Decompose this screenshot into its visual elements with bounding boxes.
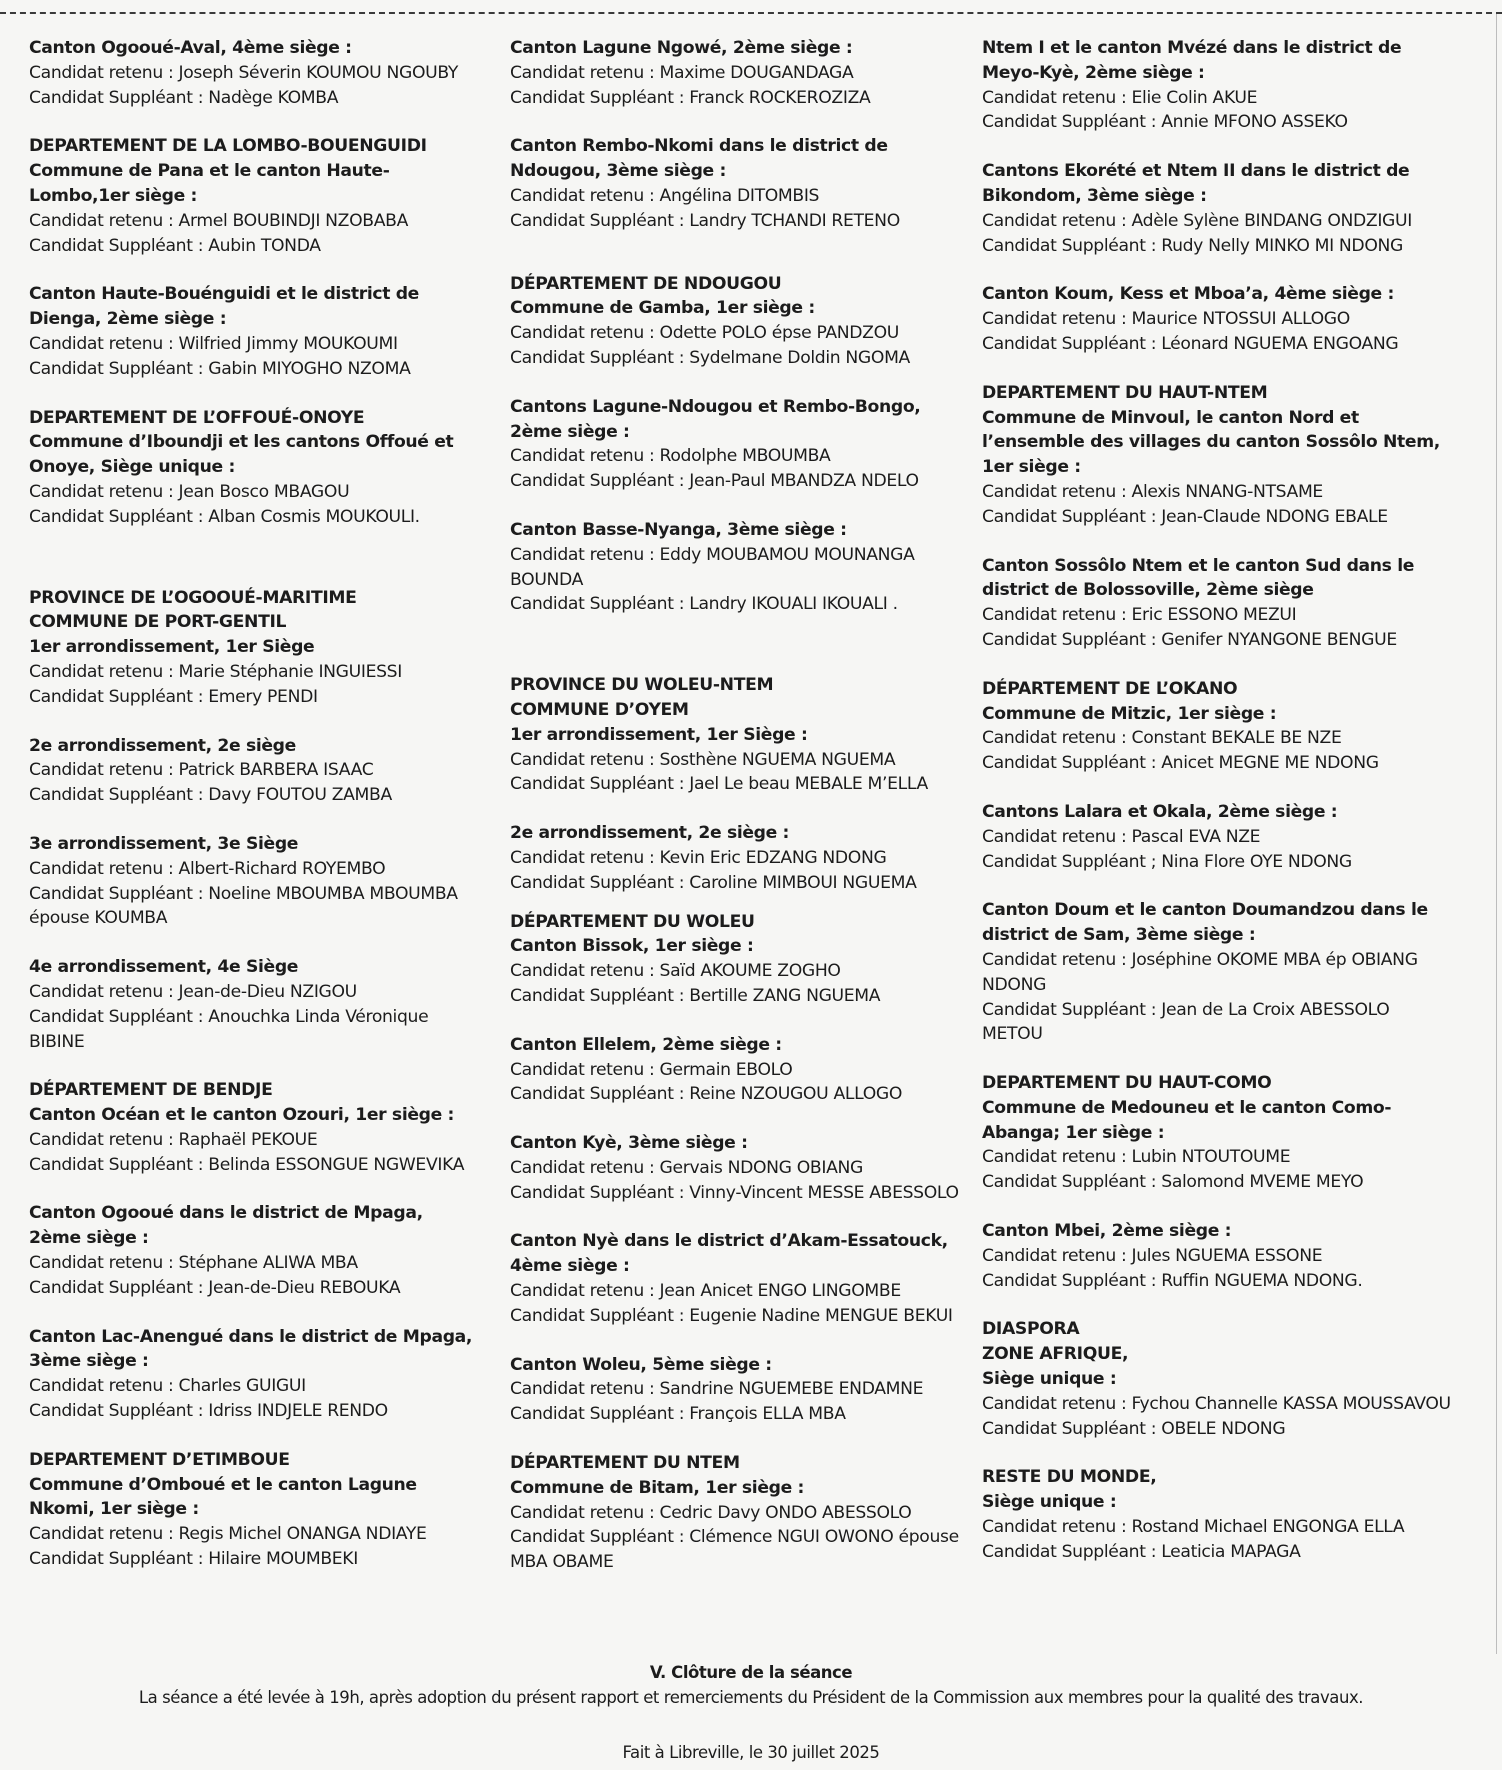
signature-line: Fait à Libreville, le 30 juillet 2025 [622, 1743, 880, 1762]
candidate-retained: Candidat retenu : Maurice NTOSSUI ALLOGO [982, 309, 1350, 330]
entry-heading: Canton Woleu, 5ème siège : [510, 1354, 772, 1375]
seat-entry [982, 1219, 1452, 1293]
entry-heading: Commune d’Omboué et le canton Lagune Nkomi, 1er siège : [29, 1474, 417, 1520]
entry-heading: Canton Koum, Kess et Mboa’a, 4ème siège : [982, 284, 1395, 305]
entry-heading: COMMUNE D’OYEM [510, 699, 689, 720]
entry-heading: DEPARTEMENT DE L’OFFOUÉ-ONOYE [29, 407, 365, 428]
entry-heading: Siège unique : [982, 1492, 1117, 1513]
entry-heading: Canton Océan et le canton Ozouri, 1er siège : [29, 1105, 455, 1126]
seat-entry [29, 1448, 479, 1572]
candidate-substitute: Candidat Suppléant ; Nina Flore OYE NDONG [982, 851, 1352, 872]
seat-entry [29, 282, 479, 381]
candidate-retained: Candidat retenu : Armel BOUBINDJI NZOBABA [29, 210, 408, 231]
seat-entry [510, 1131, 960, 1205]
candidate-retained: Candidat retenu : Patrick BARBERA ISAAC [29, 760, 374, 781]
candidate-substitute: Candidat Suppléant : Vinny-Vincent MESSE ABESSOLO [510, 1182, 959, 1203]
candidate-retained: Candidat retenu : Charles GUIGUI [29, 1376, 306, 1397]
entry-heading: Cantons Lalara et Okala, 2ème siège : [982, 801, 1338, 822]
entry-heading: Commune de Bitam, 1er siège : [510, 1477, 805, 1498]
candidate-substitute: Candidat Suppléant : Alban Cosmis MOUKOULI. [29, 506, 420, 527]
candidate-retained: Candidat retenu : Jean Anicet ENGO LINGOMBE [510, 1281, 901, 1302]
entry-heading: Commune de Minvoul, le canton Nord et l’ensemble des villages du canton Sossôlo Ntem, 1er siège : [982, 407, 1440, 478]
candidate-retained: Candidat retenu : Adèle Sylène BINDANG ONDZIGUI [982, 210, 1412, 231]
seat-entry [982, 800, 1452, 874]
entry-heading: Canton Lac-Anengué dans le district de Mpaga, 3ème siège : [29, 1326, 473, 1372]
candidate-retained: Candidat retenu : Eddy MOUBAMOU MOUNANGA BOUNDA [510, 544, 915, 590]
entry-heading: RESTE DU MONDE, [982, 1467, 1157, 1488]
candidate-retained: Candidat retenu : Albert-Richard ROYEMBO [29, 858, 386, 879]
column-1 [29, 36, 479, 1596]
candidate-retained: Candidat retenu : Cedric Davy ONDO ABESSOLO [510, 1502, 912, 1523]
candidate-retained: Candidat retenu : Jean Bosco MBAGOU [29, 481, 350, 502]
seat-entry [29, 734, 479, 808]
candidate-substitute: Candidat Suppléant : Salomond MVEME MEYO [982, 1172, 1364, 1193]
entry-heading: Canton Ellelem, 2ème siège : [510, 1034, 782, 1055]
candidate-retained: Candidat retenu : Rodolphe MBOUMBA [510, 446, 831, 467]
seat-entry [29, 586, 479, 710]
candidate-substitute: Candidat Suppléant : Landry IKOUALI IKOUALI . [510, 594, 898, 615]
seat-entry [982, 898, 1452, 1047]
right-column-rule [1496, 14, 1497, 1654]
candidate-substitute: Candidat Suppléant : Noeline MBOUMBA MBOUMBA épouse KOUMBA [29, 883, 458, 929]
candidate-substitute: Candidat Suppléant : Aubin TONDA [29, 235, 321, 256]
seat-entry [29, 832, 479, 931]
seat-entry [982, 1317, 1452, 1441]
seat-entry [982, 554, 1452, 653]
candidate-retained: Candidat retenu : Gervais NDONG OBIANG [510, 1157, 863, 1178]
entry-heading: Siège unique : [982, 1369, 1117, 1390]
seat-entry [510, 910, 960, 1009]
candidate-substitute: Candidat Suppléant : Reine NZOUGOU ALLOGO [510, 1084, 903, 1105]
entry-heading: Canton Rembo-Nkomi dans le district de Ndougou, 3ème siège : [510, 136, 888, 182]
candidate-substitute: Candidat Suppléant : Eugenie Nadine MENGUE BEKUI [510, 1305, 953, 1326]
entry-heading: Commune de Mitzic, 1er siège : [982, 703, 1277, 724]
column-2 [510, 36, 960, 1599]
candidate-substitute: Candidat Suppléant : François ELLA MBA [510, 1404, 846, 1425]
entry-heading: Commune de Medouneu et le canton Como-Abanga; 1er siège : [982, 1097, 1392, 1143]
candidate-substitute: Candidat Suppléant : Landry TCHANDI RETENO [510, 210, 900, 231]
entry-heading: DEPARTEMENT D’ETIMBOUE [29, 1449, 290, 1470]
entry-heading: COMMUNE DE PORT-GENTIL [29, 612, 287, 633]
seat-entry [29, 1078, 479, 1177]
candidate-retained: Candidat retenu : Stéphane ALIWA MBA [29, 1253, 358, 1274]
candidate-substitute: Candidat Suppléant : Davy FOUTOU ZAMBA [29, 785, 392, 806]
seat-entry [29, 36, 479, 110]
closing-paragraph: La séance a été levée à 19h, après adoption du présent rapport et remerciements du Président de la Commission aux membres pour la qualité des travaux. [138, 1688, 1364, 1707]
entry-heading: Canton Basse-Nyanga, 3ème siège : [510, 519, 847, 540]
entry-heading: Canton Doum et le canton Doumandzou dans le district de Sam, 3ème siège : [982, 900, 1428, 946]
entry-heading: Canton Haute-Bouénguidi et le district de Dienga, 2ème siège : [29, 284, 419, 330]
candidate-retained: Candidat retenu : Fychou Channelle KASSA MOUSSAVOU [982, 1393, 1451, 1414]
candidate-substitute: Candidat Suppléant : Jean-de-Dieu REBOUKA [29, 1277, 401, 1298]
candidate-retained: Candidat retenu : Maxime DOUGANDAGA [510, 62, 854, 83]
candidate-retained: Candidat retenu : Lubin NTOUTOUME [982, 1147, 1291, 1168]
candidate-retained: Candidat retenu : Constant BEKALE BE NZE [982, 728, 1342, 749]
seat-entry [29, 406, 479, 530]
candidate-retained: Candidat retenu : Raphaël PEKOUE [29, 1129, 318, 1150]
seat-entry [510, 673, 960, 797]
candidate-retained: Candidat retenu : Angélina DITOMBIS [510, 185, 820, 206]
entry-heading: DIASPORA [982, 1319, 1080, 1340]
candidate-substitute: Candidat Suppléant : Genifer NYANGONE BENGUE [982, 629, 1397, 650]
entry-heading: DÉPARTEMENT DE L’OKANO [982, 678, 1238, 699]
seat-entry [510, 1353, 960, 1427]
candidate-retained: Candidat retenu : Marie Stéphanie INGUIESSI [29, 661, 402, 682]
candidate-substitute: Candidat Suppléant : Nadège KOMBA [29, 87, 339, 108]
entry-heading: DÉPARTEMENT DE NDOUGOU [510, 273, 782, 294]
candidate-substitute: Candidat Suppléant : Rudy Nelly MINKO MI NDONG [982, 235, 1403, 256]
candidate-substitute: Candidat Suppléant : Franck ROCKEROZIZA [510, 87, 871, 108]
seat-entry [510, 1451, 960, 1575]
candidate-substitute: Candidat Suppléant : Sydelmane Doldin NGOMA [510, 347, 910, 368]
column-3 [982, 36, 1452, 1589]
candidate-retained: Candidat retenu : Jean-de-Dieu NZIGOU [29, 981, 357, 1002]
seat-entry [982, 1465, 1452, 1564]
candidate-retained: Candidat retenu : Alexis NNANG-NTSAME [982, 481, 1323, 502]
entry-heading: Commune de Pana et le canton Haute-Lombo,1er siège : [29, 161, 390, 206]
entry-heading: Canton Kyè, 3ème siège : [510, 1133, 748, 1154]
seat-entry [982, 282, 1452, 356]
entry-heading: Cantons Lagune-Ndougou et Rembo-Bongo, 2ème siège : [510, 396, 921, 442]
candidate-substitute: Candidat Suppléant : Jean-Paul MBANDZA NDELO [510, 471, 919, 492]
candidate-substitute: Candidat Suppléant : Léonard NGUEMA ENGOANG [982, 333, 1399, 354]
candidate-substitute: Candidat Suppléant : Emery PENDI [29, 686, 318, 707]
candidate-substitute: Candidat Suppléant : Idriss INDJELE RENDO [29, 1401, 388, 1422]
entry-heading: 2e arrondissement, 2e siège [29, 735, 296, 756]
seat-entry [29, 1201, 479, 1300]
entry-heading: 1er arrondissement, 1er Siège : [510, 724, 808, 745]
entry-heading: Commune de Gamba, 1er siège : [510, 298, 815, 319]
candidate-substitute: Candidat Suppléant : Gabin MIYOGHO NZOMA [29, 358, 411, 379]
entry-heading: DÉPARTEMENT DE BENDJE [29, 1080, 273, 1101]
seat-entry [510, 395, 960, 494]
candidate-substitute: Candidat Suppléant : Jean-Claude NDONG EBALE [982, 506, 1388, 527]
candidate-retained: Candidat retenu : Joseph Séverin KOUMOU NGOUBY [29, 62, 459, 83]
entry-heading: Canton Mbei, 2ème siège : [982, 1221, 1232, 1242]
entry-heading: Canton Ogooué dans le district de Mpaga, 2ème siège : [29, 1203, 423, 1249]
entry-heading: DEPARTEMENT DE LA LOMBO-BOUENGUIDI [29, 136, 427, 157]
candidate-retained: Candidat retenu : Elie Colin AKUE [982, 87, 1258, 108]
entry-heading: DÉPARTEMENT DU WOLEU [510, 911, 755, 932]
entry-heading: 3e arrondissement, 3e Siège [29, 833, 299, 854]
candidate-retained: Candidat retenu : Sandrine NGUEMEBE ENDAMNE [510, 1379, 924, 1400]
candidate-retained: Candidat retenu : Saïd AKOUME ZOGHO [510, 961, 841, 982]
candidate-retained: Candidat retenu : Sosthène NGUEMA NGUEMA [510, 749, 896, 770]
entry-heading: Canton Sossôlo Ntem et le canton Sud dans le district de Bolossoville, 2ème siège [982, 555, 1415, 601]
seat-entry [29, 134, 479, 258]
entry-heading: 4e arrondissement, 4e Siège [29, 957, 299, 978]
candidate-substitute: Candidat Suppléant : OBELE NDONG [982, 1418, 1286, 1439]
entry-heading: Commune d’Iboundji et les cantons Offoué et Onoye, Siège unique : [29, 432, 454, 478]
seat-entry [510, 272, 960, 371]
entry-heading: 1er arrondissement, 1er Siège [29, 637, 315, 658]
seat-entry [510, 821, 960, 895]
candidate-substitute: Candidat Suppléant : Jean de La Croix ABESSOLO METOU [982, 999, 1390, 1045]
entry-heading: PROVINCE DE L’OGOOUÉ-MARITIME [29, 587, 357, 608]
candidate-substitute: Candidat Suppléant : Caroline MIMBOUI NGUEMA [510, 872, 917, 893]
entry-heading: 2e arrondissement, 2e siège : [510, 823, 790, 844]
candidate-retained: Candidat retenu : Eric ESSONO MEZUI [982, 605, 1297, 626]
candidate-retained: Candidat retenu : Rostand Michael ENGONGA ELLA [982, 1517, 1405, 1538]
candidate-substitute: Candidat Suppléant : Clémence NGUI OWONO épouse MBA OBAME [510, 1527, 959, 1573]
candidate-retained: Candidat retenu : Pascal EVA NZE [982, 826, 1261, 847]
candidate-retained: Candidat retenu : Germain EBOLO [510, 1059, 793, 1080]
seat-entry [510, 134, 960, 233]
candidate-substitute: Candidat Suppléant : Annie MFONO ASSEKO [982, 112, 1348, 133]
seat-entry [510, 36, 960, 110]
candidate-substitute: Candidat Suppléant : Bertille ZANG NGUEMA [510, 985, 881, 1006]
candidate-substitute: Candidat Suppléant : Anouchka Linda Véronique BIBINE [29, 1006, 429, 1052]
seat-entry [982, 677, 1452, 776]
candidate-retained: Candidat retenu : Kevin Eric EDZANG NDONG [510, 847, 887, 868]
candidate-substitute: Candidat Suppléant : Leaticia MAPAGA [982, 1541, 1301, 1562]
seat-entry [510, 1229, 960, 1328]
seat-entry [982, 36, 1452, 135]
candidate-substitute: Candidat Suppléant : Jael Le beau MEBALE M’ELLA [510, 774, 928, 795]
entry-heading: ZONE AFRIQUE, [982, 1344, 1129, 1365]
entry-heading: Ntem I et le canton Mvézé dans le district de Meyo-Kyè, 2ème siège : [982, 38, 1402, 83]
candidate-retained: Candidat retenu : Regis Michel ONANGA NDIAYE [29, 1524, 427, 1545]
entry-heading: Canton Lagune Ngowé, 2ème siège : [510, 38, 853, 58]
candidate-substitute: Candidat Suppléant : Hilaire MOUMBEKI [29, 1549, 358, 1570]
seat-entry [982, 381, 1452, 530]
candidate-retained: Candidat retenu : Joséphine OKOME MBA ép OBIANG NDONG [982, 949, 1418, 995]
entry-heading: Canton Bissok, 1er siège : [510, 936, 754, 957]
closing-section [0, 1660, 1502, 1765]
entry-heading: Canton Ogooué-Aval, 4ème siège : [29, 38, 352, 58]
seat-entry [29, 955, 479, 1054]
seat-entry [510, 518, 960, 617]
entry-heading: Canton Nyè dans le district d’Akam-Essatouck, 4ème siège : [510, 1231, 948, 1277]
candidate-substitute: Candidat Suppléant : Belinda ESSONGUE NGWEVIKA [29, 1154, 465, 1175]
seat-entry [29, 1325, 479, 1424]
candidate-substitute: Candidat Suppléant : Ruffin NGUEMA NDONG. [982, 1270, 1363, 1291]
entry-heading: DEPARTEMENT DU HAUT-COMO [982, 1073, 1272, 1094]
top-dashed-rule [0, 12, 1502, 14]
entry-heading: PROVINCE DU WOLEU-NTEM [510, 675, 774, 696]
entry-heading: DEPARTEMENT DU HAUT-NTEM [982, 382, 1268, 403]
closing-title: V. Clôture de la séance [649, 1663, 853, 1682]
seat-entry [510, 1033, 960, 1107]
entry-heading: DÉPARTEMENT DU NTEM [510, 1453, 740, 1474]
candidate-retained: Candidat retenu : Wilfried Jimmy MOUKOUMI [29, 333, 398, 354]
candidate-substitute: Candidat Suppléant : Anicet MEGNE ME NDONG [982, 753, 1379, 774]
seat-entry [982, 159, 1452, 258]
candidate-retained: Candidat retenu : Jules NGUEMA ESSONE [982, 1245, 1323, 1266]
seat-entry [982, 1071, 1452, 1195]
entry-heading: Cantons Ekorété et Ntem II dans le district de Bikondom, 3ème siège : [982, 161, 1410, 206]
candidate-retained: Candidat retenu : Odette POLO épse PANDZOU [510, 323, 899, 344]
